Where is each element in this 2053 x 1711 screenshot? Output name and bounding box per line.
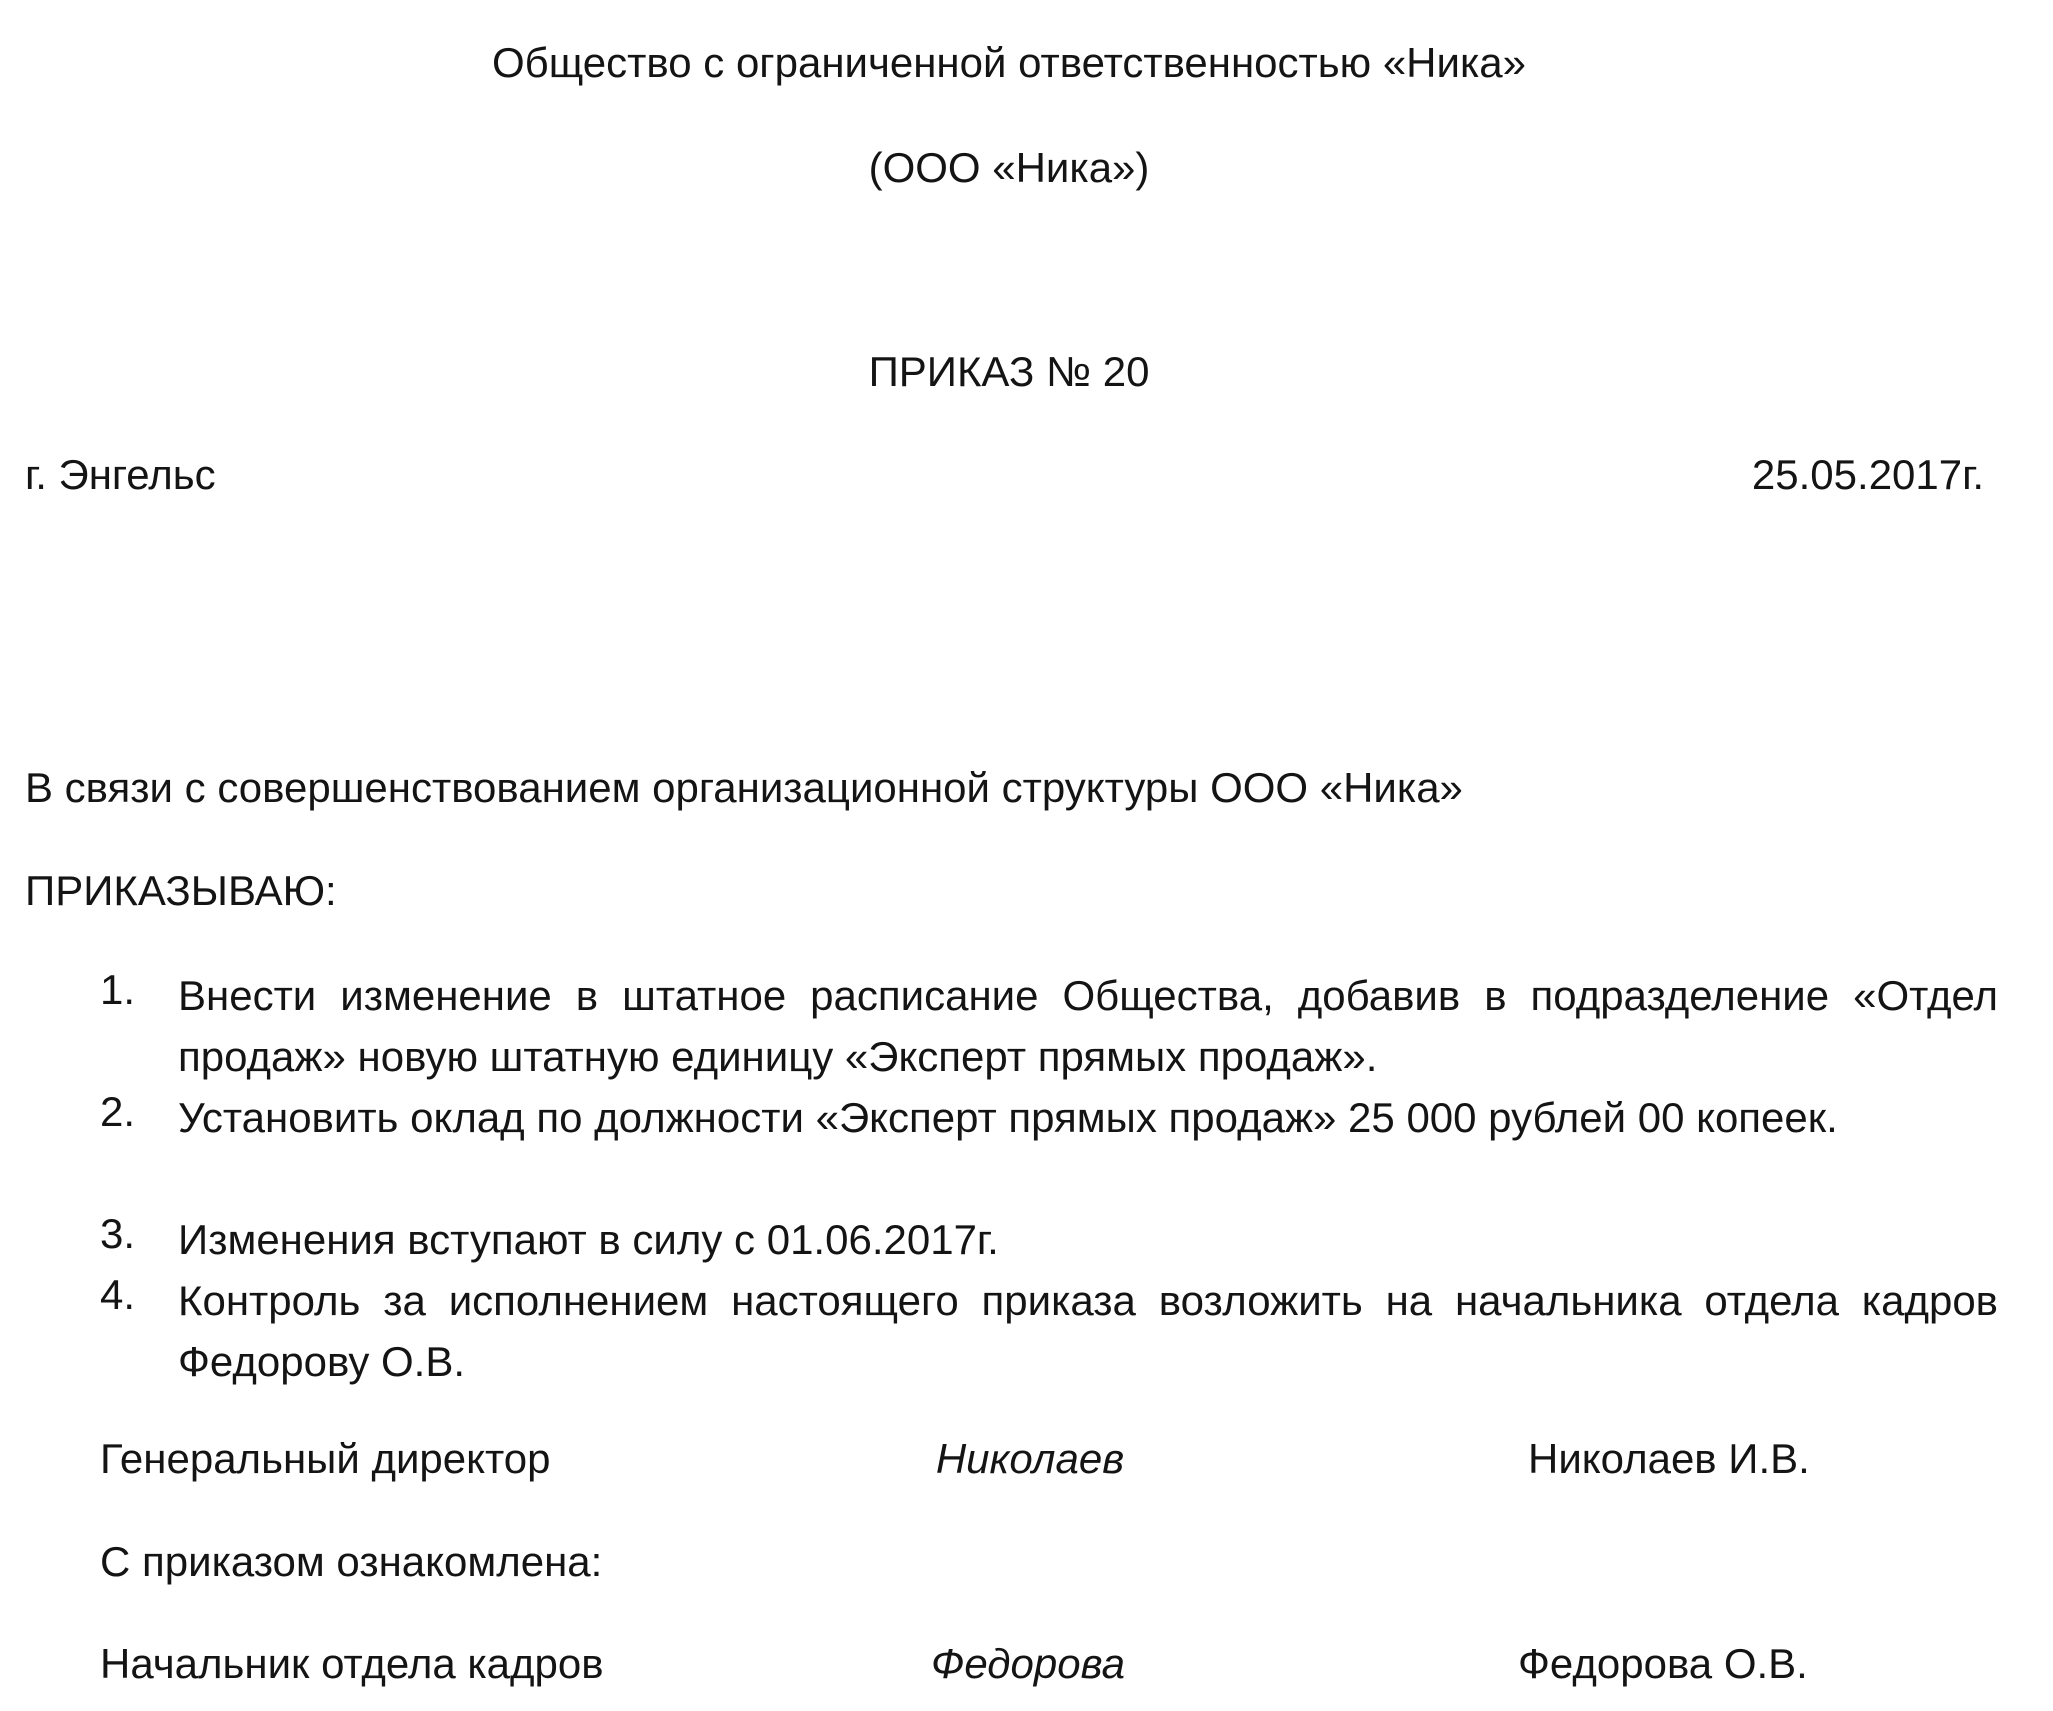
order-item-number: 3. bbox=[100, 1210, 136, 1257]
director-name: Николаев И.В. bbox=[1528, 1435, 1810, 1482]
order-item-text: Изменения вступают в силу с 01.06.2017г. bbox=[178, 1216, 999, 1263]
order-item-number: 4. bbox=[100, 1271, 136, 1318]
hr-signature: Федорова bbox=[931, 1640, 1125, 1687]
order-item-number: 2. bbox=[100, 1088, 136, 1135]
order-item-1 bbox=[0, 965, 2053, 1087]
order-item-number: 1. bbox=[100, 966, 136, 1013]
document-date: 25.05.2017г. bbox=[1751, 451, 1984, 498]
director-position: Генеральный директор bbox=[100, 1435, 551, 1482]
order-item-text: Контроль за исполнением настоящего приказа возложить на начальника отдела кадров Федорову О.В. bbox=[178, 1277, 1998, 1385]
order-item-text: Установить оклад по должности «Эксперт прямых продаж» 25 000 рублей 00 копеек. bbox=[178, 1094, 1838, 1141]
hr-name: Федорова О.В. bbox=[1518, 1640, 1808, 1687]
hr-position: Начальник отдела кадров bbox=[100, 1640, 604, 1687]
order-command: ПРИКАЗЫВАЮ: bbox=[25, 867, 337, 914]
order-item-4 bbox=[0, 1270, 2053, 1392]
order-item-3 bbox=[0, 1209, 2053, 1270]
document-preamble: В связи с совершенствованием организационной структуры ООО «Ника» bbox=[25, 764, 1463, 811]
director-signature: Николаев bbox=[935, 1435, 1125, 1482]
order-item-text: Внести изменение в штатное расписание Общества, добавив в подразделение «Отдел продаж» новую штатную единицу «Эксперт прямых продаж». bbox=[178, 972, 1998, 1080]
organization-name: Общество с ограниченной ответственностью «Ника» bbox=[492, 39, 1526, 86]
acquaintance-label: С приказом ознакомлена: bbox=[100, 1538, 603, 1585]
document-city: г. Энгельс bbox=[25, 451, 216, 498]
order-items-list bbox=[0, 965, 2053, 1392]
order-item-2 bbox=[0, 1087, 2053, 1209]
organization-short-name: (ООО «Ника») bbox=[868, 144, 1150, 191]
document-title: ПРИКАЗ № 20 bbox=[868, 348, 1150, 395]
